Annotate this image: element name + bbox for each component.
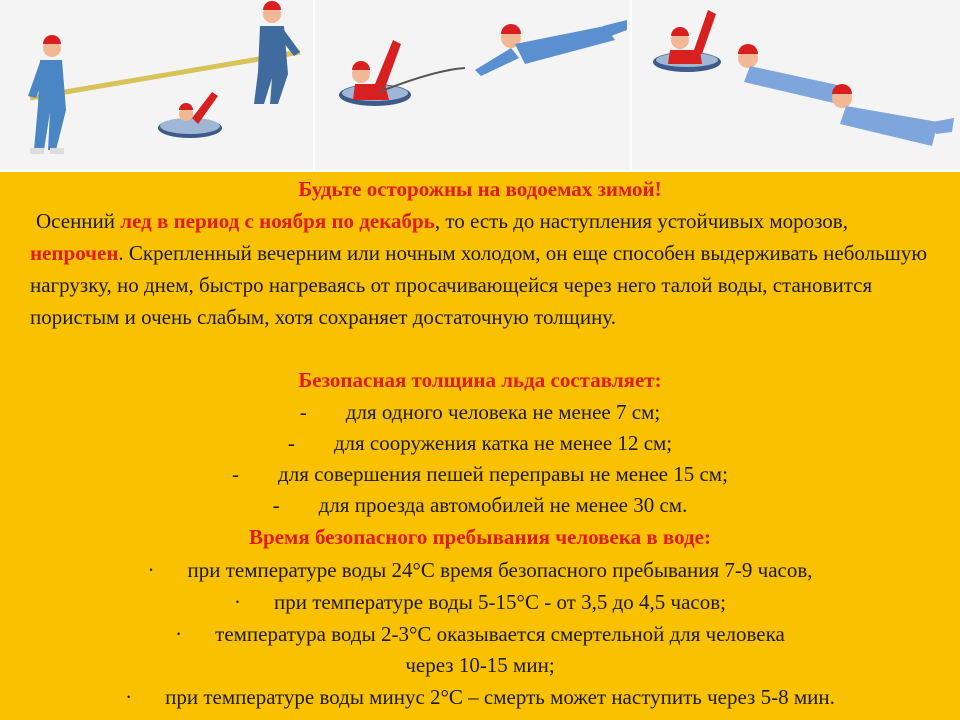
paragraph-highlight: лед в период с ноября по декабрь — [120, 209, 435, 233]
water-time-heading: Время безопасного пребывания человека в воде: — [249, 525, 711, 549]
paragraph-text: . Скрепленный вечерним или ночным холодом, он еще способен выдерживать небольшую нагрузку, но днем, быстро нагреваясь от просачивающейся через него талой воды, становится пористым и очень слабым, хотя сохраняет достаточную толщину. — [30, 241, 928, 329]
rescuer-figure-right — [254, 1, 300, 104]
thickness-item: - для одного человека не менее 7 см; — [299, 400, 661, 424]
water-time-item: · при температуре воды 5-15°С - от 3,5 до 4,5 часов; — [234, 590, 726, 614]
thickness-item: - для проезда автомобилей не менее 30 см. — [272, 493, 688, 517]
crawling-rescuer-second — [832, 84, 954, 146]
ice-description-paragraph — [30, 205, 945, 333]
person-in-water — [179, 92, 218, 124]
page-title: Будьте осторожны на водоемах зимой! — [298, 177, 662, 201]
thickness-item: - для сооружения катка не менее 12 см; — [287, 431, 673, 455]
paragraph-text: Осенний — [36, 209, 121, 233]
water-time-item-continued: через 10-15 мин; — [405, 653, 555, 677]
paragraph-highlight: непрочен — [30, 241, 119, 265]
illustrations-strip — [0, 0, 960, 172]
rescue-crawling-illustration — [632, 0, 960, 170]
crawling-rescuer — [475, 20, 627, 76]
rescuer-figure-left — [28, 35, 66, 154]
rescue-with-pole-illustration — [0, 0, 313, 170]
paragraph-text: , то есть до наступления устойчивых морозов, — [434, 209, 848, 233]
thickness-heading: Безопасная толщина льда составляет: — [298, 368, 662, 392]
water-time-item: · температура воды 2-3°С оказывается смертельной для человека — [175, 622, 785, 646]
rescue-with-rope-illustration — [315, 0, 630, 170]
info-panel — [0, 172, 960, 720]
water-time-item: · при температуре воды минус 2°С – смерть может наступить через 5-8 мин. — [125, 685, 835, 709]
crawling-rescuer-first — [738, 44, 842, 104]
thickness-item: - для совершения пешей переправы не менее 15 см; — [232, 462, 728, 486]
water-time-item: · при температуре воды 24°С время безопасного пребывания 7-9 часов, — [147, 558, 813, 582]
